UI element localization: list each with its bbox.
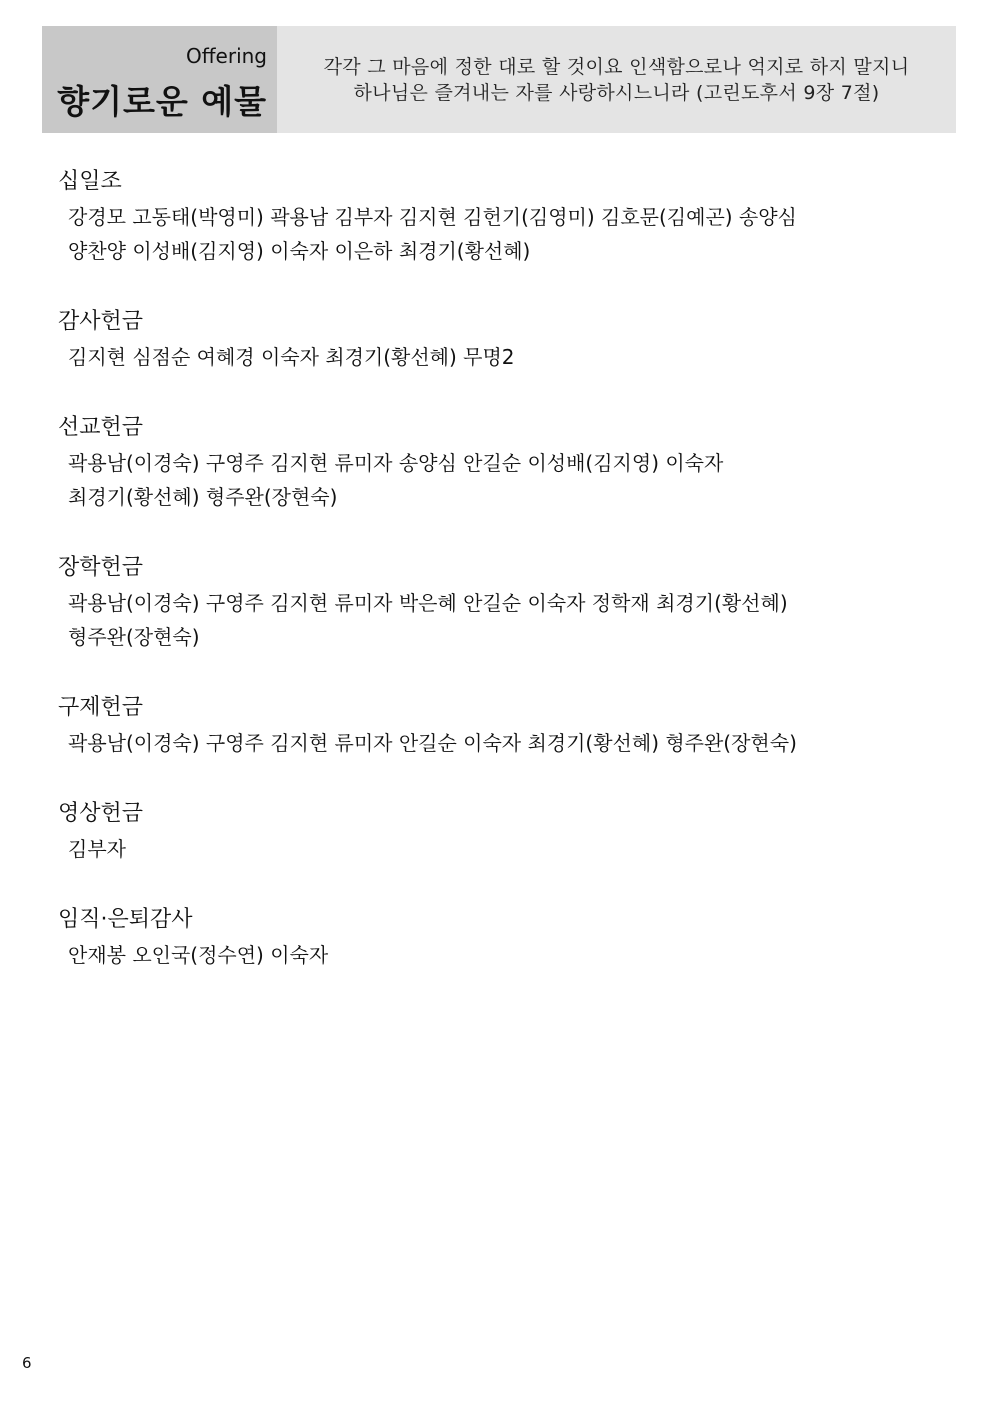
section-names xyxy=(58,200,938,268)
header-title-en: Offering xyxy=(186,44,267,68)
name-line: 안재봉 오인국(정수연) 이숙자 xyxy=(68,943,329,967)
name-line: 최경기(황선혜) 형주완(장현숙) xyxy=(68,485,338,509)
section-names xyxy=(58,446,938,514)
offering-header xyxy=(42,26,956,133)
section-thanksgiving xyxy=(58,306,938,374)
section-title: 장학헌금 xyxy=(58,555,144,580)
name-line: 강경모 고동태(박영미) 곽용남 김부자 김지현 김헌기(김영미) 김호문(김예곤) 송양심 xyxy=(68,205,797,229)
section-title: 십일조 xyxy=(58,169,122,194)
section-names xyxy=(58,340,938,374)
name-line: 양찬양 이성배(김지영) 이숙자 이은하 최경기(황선혜) xyxy=(68,239,531,263)
verse-line-2: 하나님은 즐겨내는 자를 사랑하시느니라 (고린도후서 9장 7절) xyxy=(353,81,880,104)
header-title-box xyxy=(42,26,277,133)
section-names xyxy=(58,586,938,654)
name-line: 김지현 심점순 여혜경 이숙자 최경기(황선혜) 무명2 xyxy=(68,345,515,369)
name-line: 곽용남(이경숙) 구영주 김지현 류미자 박은혜 안길순 이숙자 정학재 최경기(황선혜) xyxy=(68,591,788,615)
section-names xyxy=(58,832,938,866)
section-title: 임직·은퇴감사 xyxy=(58,907,193,932)
header-title-ko: 향기로운 예물 xyxy=(57,82,267,121)
header-verse-box xyxy=(277,26,956,133)
section-ordination-retirement xyxy=(58,904,938,972)
section-scholarship xyxy=(58,552,938,654)
section-names xyxy=(58,726,938,760)
name-line: 김부자 xyxy=(68,837,126,861)
section-title: 영상헌금 xyxy=(58,801,144,826)
section-title: 감사헌금 xyxy=(58,309,144,334)
section-tithe xyxy=(58,166,938,268)
name-line: 곽용남(이경숙) 구영주 김지현 류미자 송양심 안길순 이성배(김지영) 이숙자 xyxy=(68,451,724,475)
section-mission xyxy=(58,412,938,514)
section-video xyxy=(58,798,938,866)
section-title: 선교헌금 xyxy=(58,415,144,440)
name-line: 곽용남(이경숙) 구영주 김지현 류미자 안길순 이숙자 최경기(황선혜) 형주완(장현숙) xyxy=(68,731,797,755)
offering-sections xyxy=(58,166,938,1010)
section-names xyxy=(58,938,938,972)
section-relief xyxy=(58,692,938,760)
section-title: 구제헌금 xyxy=(58,695,144,720)
name-line: 형주완(장현숙) xyxy=(68,625,200,649)
verse-line-1: 각각 그 마음에 정한 대로 할 것이요 인색함으로나 억지로 하지 말지니 xyxy=(323,55,910,78)
page-number: 6 xyxy=(22,1354,32,1372)
